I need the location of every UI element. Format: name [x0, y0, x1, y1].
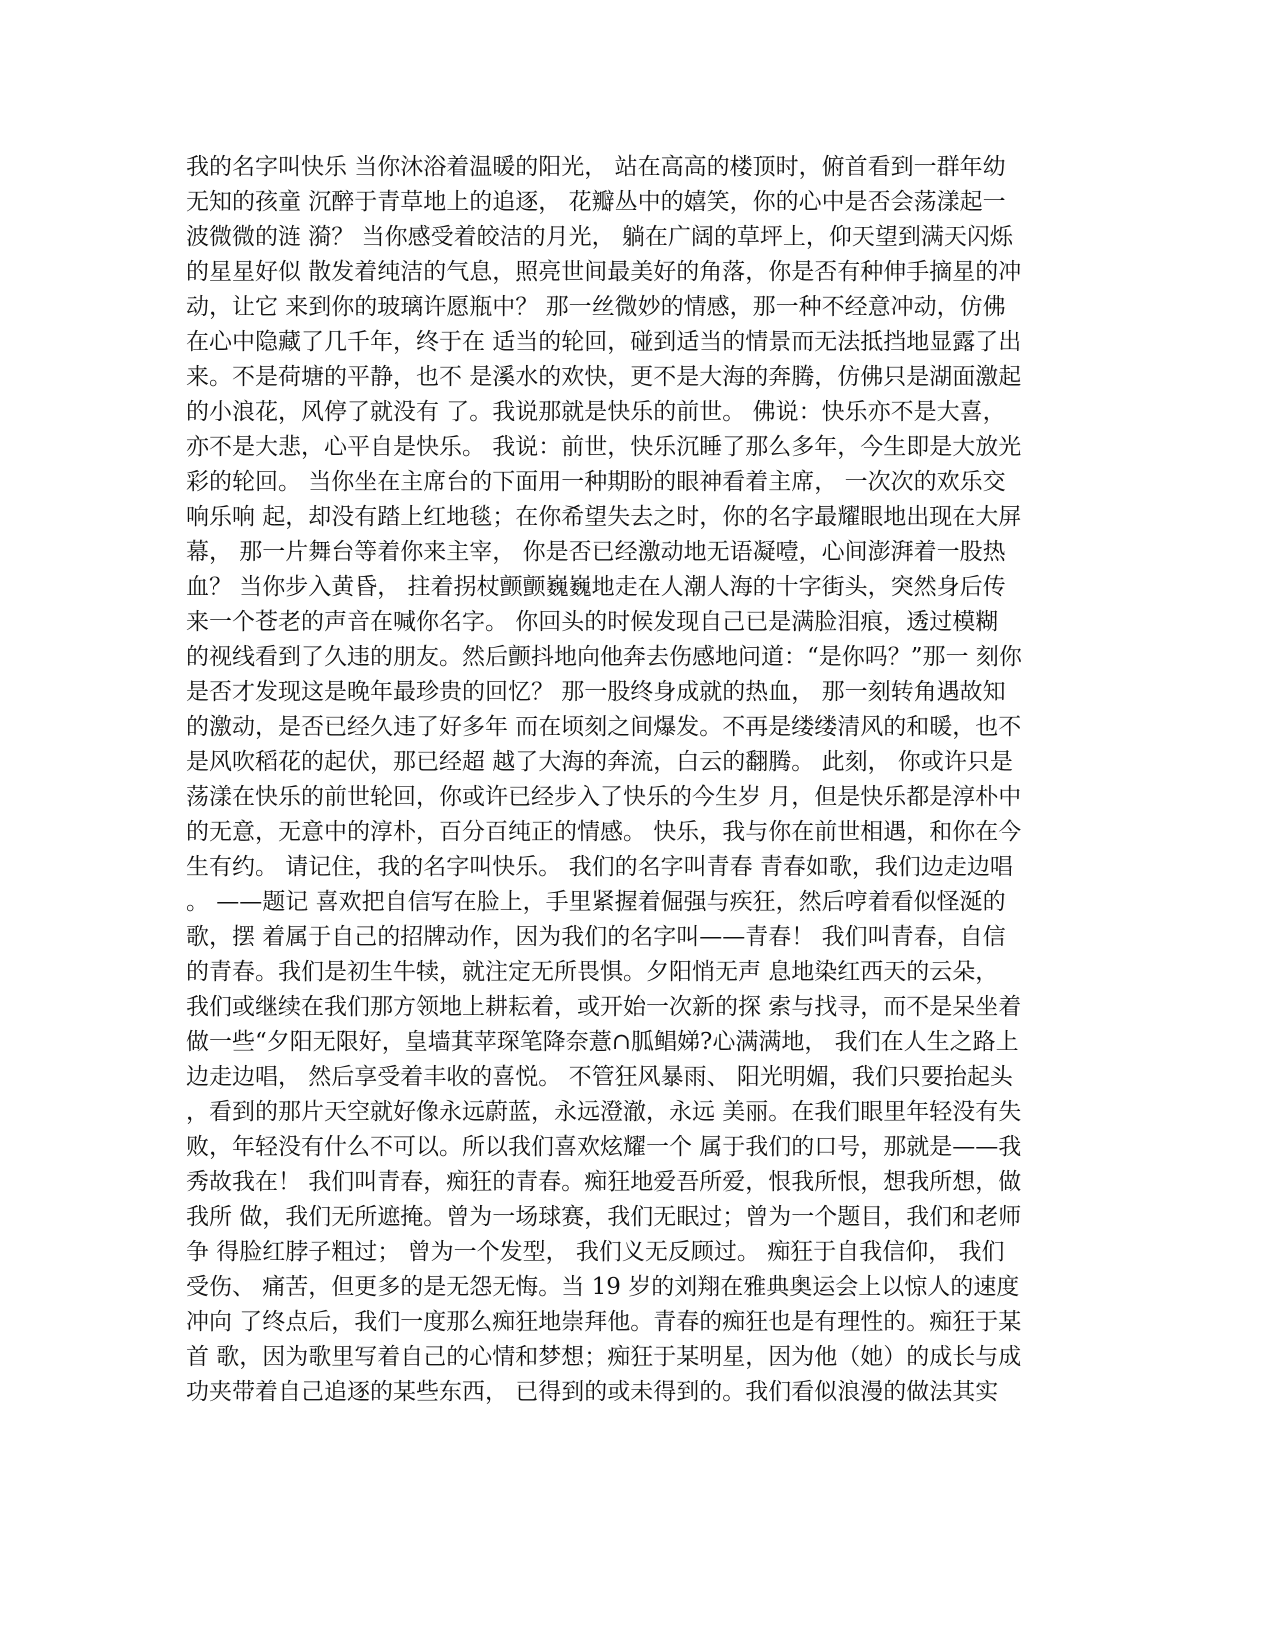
text-line: 我所 做，我们无所遮掩。曾为一场球赛，我们无眠过；曾为一个题目，我们和老师: [186, 1204, 1022, 1230]
text-line: 的小浪花，风停了就没有 了。我说那就是快乐的前世。 佛说：快乐亦不是大喜，: [186, 399, 1006, 425]
text-line: 的无意，无意中的淳朴，百分百纯正的情感。 快乐，我与你在前世相遇，和你在今: [186, 819, 1022, 845]
text-line: 败，年轻没有什么不可以。所以我们喜欢炫耀一个 属于我们的口号，那就是——我: [186, 1134, 1022, 1160]
text-line: 幕， 那一片舞台等着你来主宰， 你是否已经激动地无语凝噎，心间澎湃着一股热: [186, 539, 1006, 565]
text-line: 来一个苍老的声音在喊你名字。 你回头的时候发现自己已是满脸泪痕，透过模糊: [186, 609, 999, 635]
text-line: 彩的轮回。 当你坐在主席台的下面用一种期盼的眼神看着主席， 一次次的欢乐交: [186, 469, 1006, 495]
text-line: 亦不是大悲，心平自是快乐。 我说：前世，快乐沉睡了那么多年，今生即是大放光: [186, 434, 1022, 460]
text-line: 响乐响 起，却没有踏上红地毯；在你希望失去之时，你的名字最耀眼地出现在大屏: [186, 504, 1022, 530]
text-line: 的激动，是否已经久违了好多年 而在顷刻之间爆发。不再是缕缕清风的和暖，也不: [186, 714, 1022, 740]
text-line: 我的名字叫快乐 当你沐浴着温暖的阳光， 站在高高的楼顶时，俯首看到一群年幼: [186, 154, 1006, 180]
text-line: 无知的孩童 沉醉于青草地上的追逐， 花瓣丛中的嬉笑，你的心中是否会荡漾起一: [186, 189, 1006, 215]
text-line: 。 ——题记 喜欢把自信写在脸上，手里紧握着倔强与疾狂，然后哼着看似怪涎的: [186, 889, 1006, 915]
text-line: 歌，摆 着属于自己的招牌动作，因为我们的名字叫——青春！ 我们叫青春，自信: [186, 924, 1006, 950]
text-line: 在心中隐藏了几千年，终于在 适当的轮回，碰到适当的情景而无法抵挡地显露了出: [186, 329, 1022, 355]
text-line: 秀故我在！ 我们叫青春，痴狂的青春。痴狂地爱吾所爱，恨我所恨，想我所想，做: [186, 1169, 1022, 1195]
text-line: 的视线看到了久违的朋友。然后颤抖地向他奔去伤感地问道：“是你吗？”那一 刻你: [186, 644, 1022, 670]
text-line: 做一些“夕阳无限好，皇墙萁苹琛笔降奈薏∩胍鲳娣?心满满地， 我们在人生之路上: [186, 1029, 1019, 1055]
text-line: 来。不是荷塘的平静，也不 是溪水的欢快，更不是大海的奔腾，仿佛只是湖面激起: [186, 364, 1022, 390]
text-line: 冲向 了终点后，我们一度那么痴狂地崇拜他。青春的痴狂也是有理性的。痴狂于某: [186, 1309, 1022, 1335]
text-line: 生有约。 请记住，我的名字叫快乐。 我们的名字叫青春 青春如歌，我们边走边唱: [186, 854, 1013, 880]
text-line: 血？ 当你步入黄昏， 拄着拐杖颤颤巍巍地走在人潮人海的十字街头，突然身后传: [186, 574, 1006, 600]
text-line: 是风吹稻花的起伏，那已经超 越了大海的奔流，白云的翻腾。 此刻， 你或许只是: [186, 749, 1013, 775]
text-line: 我们或继续在我们那方领地上耕耘着，或开始一次新的探 索与找寻，而不是呆坐着: [186, 994, 1022, 1020]
text-line: 波微微的涟 漪？ 当你感受着皎洁的月光， 躺在广阔的草坪上，仰天望到满天闪烁: [186, 224, 1013, 250]
text-line: 首 歌，因为歌里写着自己的心情和梦想；痴狂于某明星，因为他（她）的成长与成: [186, 1344, 1022, 1370]
text-line: 荡漾在快乐的前世轮回，你或许已经步入了快乐的今生岁 月，但是快乐都是淳朴中: [186, 784, 1022, 810]
text-line: ，看到的那片天空就好像永远蔚蓝，永远澄澈，永远 美丽。在我们眼里年轻没有失: [186, 1099, 1022, 1125]
text-line: 是否才发现这是晚年最珍贵的回忆？ 那一股终身成就的热血， 那一刻转角遇故知: [186, 679, 1006, 705]
text-line: 受伤、 痛苦，但更多的是无怨无悔。当 19 岁的刘翔在雅典奥运会上以惊人的速度: [186, 1274, 1020, 1300]
text-line: 功夹带着自己追逐的某些东西， 已得到的或未得到的。我们看似浪漫的做法其实: [186, 1379, 999, 1405]
text-line: 的青春。我们是初生牛犊，就注定无所畏惧。夕阳悄无声 息地染红西天的云朵，: [186, 959, 999, 985]
body-text: [186, 150, 1086, 1410]
text-line: 争 得脸红脖子粗过； 曾为一个发型， 我们义无反顾过。 痴狂于自我信仰， 我们: [186, 1239, 1005, 1265]
text-line: 的星星好似 散发着纯洁的气息，照亮世间最美好的角落，你是否有种伸手摘星的冲: [186, 259, 1022, 285]
text-line: 边走边唱， 然后享受着丰收的喜悦。 不管狂风暴雨、 阳光明媚，我们只要抬起头: [186, 1064, 1013, 1090]
text-line: 动，让它 来到你的玻璃许愿瓶中？ 那一丝微妙的情感，那一种不经意冲动，仿佛: [186, 294, 1006, 320]
